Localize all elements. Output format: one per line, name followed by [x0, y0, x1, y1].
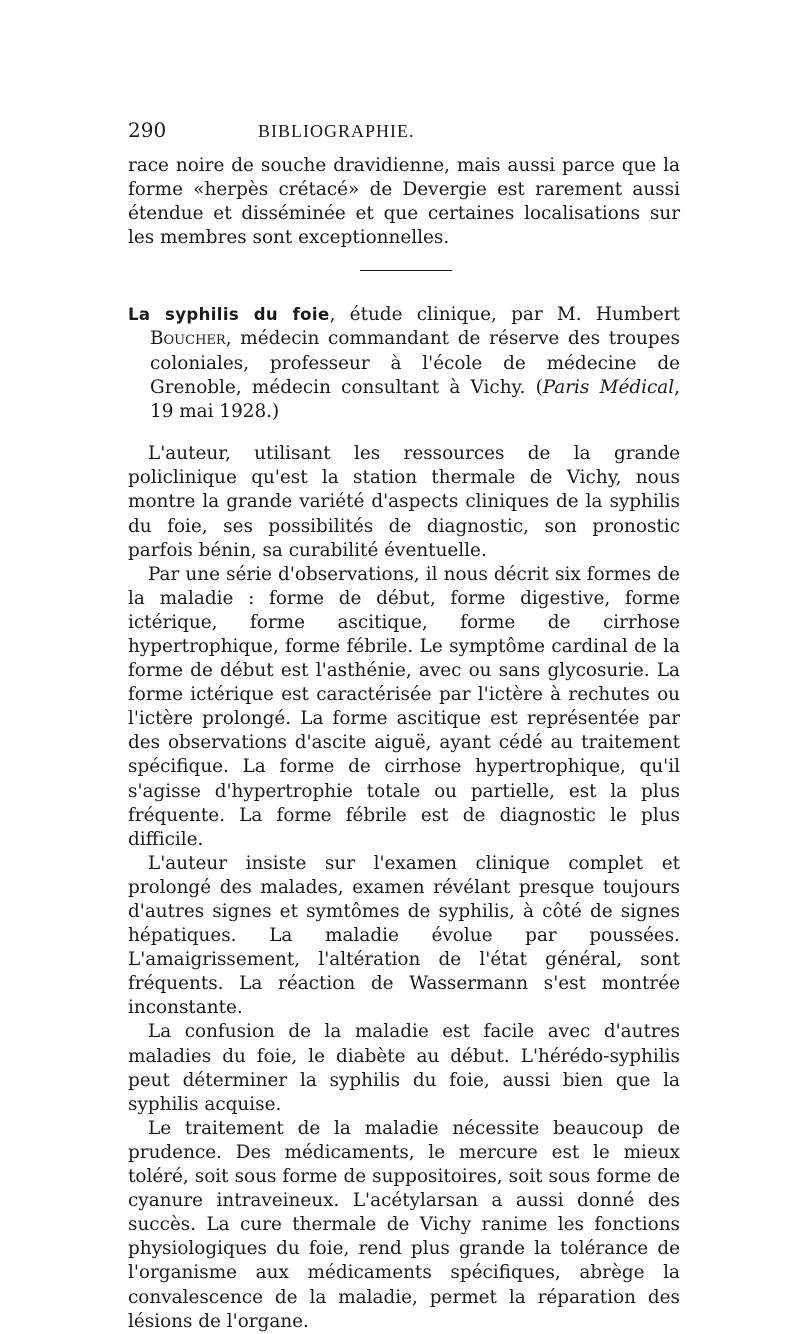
- entry-title: La syphilis du foie: [128, 305, 330, 325]
- document-page: [128, 118, 680, 1334]
- entry-author-surname: Boucher: [150, 328, 226, 350]
- running-head: [128, 118, 680, 142]
- body-paragraph-4: La confusion de la maladie est facile avec d'autres maladies du foie, le diabète au début. L'hérédo-syphilis peut déterminer la syphilis du foie, aussi bien que la syphilis acquise.: [128, 1021, 680, 1115]
- body-paragraph-3: L'auteur insiste sur l'examen clinique complet et prolongé des malades, examen révélant presque toujours d'autres signes et symtômes de syphilis, à côté de signes hépatiques. La maladie évolue par poussées. L'amaigrissement, l'altération de l'état général, sont fréquents. La réaction de Wassermann s'est montrée inconstante.: [128, 852, 680, 1019]
- entry-author-prefix: , étude clinique, par M. Humbert: [329, 304, 680, 326]
- entry-date: , 19 mai 1928.): [150, 376, 680, 422]
- running-title: BIBLIOGRAPHIE.: [258, 121, 415, 141]
- body-paragraph-1: L'auteur, utilisant les ressources de la grande policlinique qu'est la station thermale de Vichy, nous montre la grande variété d'aspects cliniques de la syphilis du foie, ses possibilités de diagnostic, son pronostic parfois bénin, sa curabilité éventuelle.: [128, 443, 680, 561]
- entry-source: Paris Médical: [542, 376, 675, 398]
- section-divider: [360, 270, 452, 271]
- body-paragraph-2: Par une série d'observations, il nous décrit six formes de la maladie : forme de début, forme digestive, forme ictérique, forme ascitique, forme de cirrhose hypertrophique, forme fébrile. Le symptôme cardinal de la forme de début est l'asthénie, avec ou sans glycosurie. La forme ictérique est caractérisée par l'ictère à rechutes ou l'ictère prolongé. La forme ascitique est représentée par des observations d'ascite aiguë, ayant cédé au traitement spécifique. La forme de cirrhose hypertrophique, qu'il s'agisse d'hypertrophie totale ou partielle, est la plus fréquente. La forme fébrile est de diagnostic le plus difficile.: [128, 563, 680, 850]
- entry-description: , médecin commandant de réserve des troupes coloniales, professeur à l'école de médecine de Grenoble, médecin consultant à Vichy. (: [150, 328, 680, 398]
- page-number: 290: [128, 118, 167, 142]
- continuation-paragraph: race noire de souche dravidienne, mais aussi parce que la forme «herpès crétacé» de Devergie est rarement aussi étendue et disséminée et que certaines localisations sur les membres sont exceptionnelles.: [128, 155, 680, 249]
- body-paragraph-5: Le traitement de la maladie nécessite beaucoup de prudence. Des médicaments, le mercure est le mieux toléré, soit sous forme de suppositoires, soit sous forme de cyanure intraveineux. L'acétylarsan a aussi donné des succès. La cure thermale de Vichy ranime les fonctions physiologiques du foie, rend plus grande la tolérance de l'organisme aux médicaments spécifiques, abrège la convalescence de la maladie, permet la réparation des lésions de l'organe.: [128, 1117, 680, 1332]
- bibliography-entry: [128, 303, 680, 423]
